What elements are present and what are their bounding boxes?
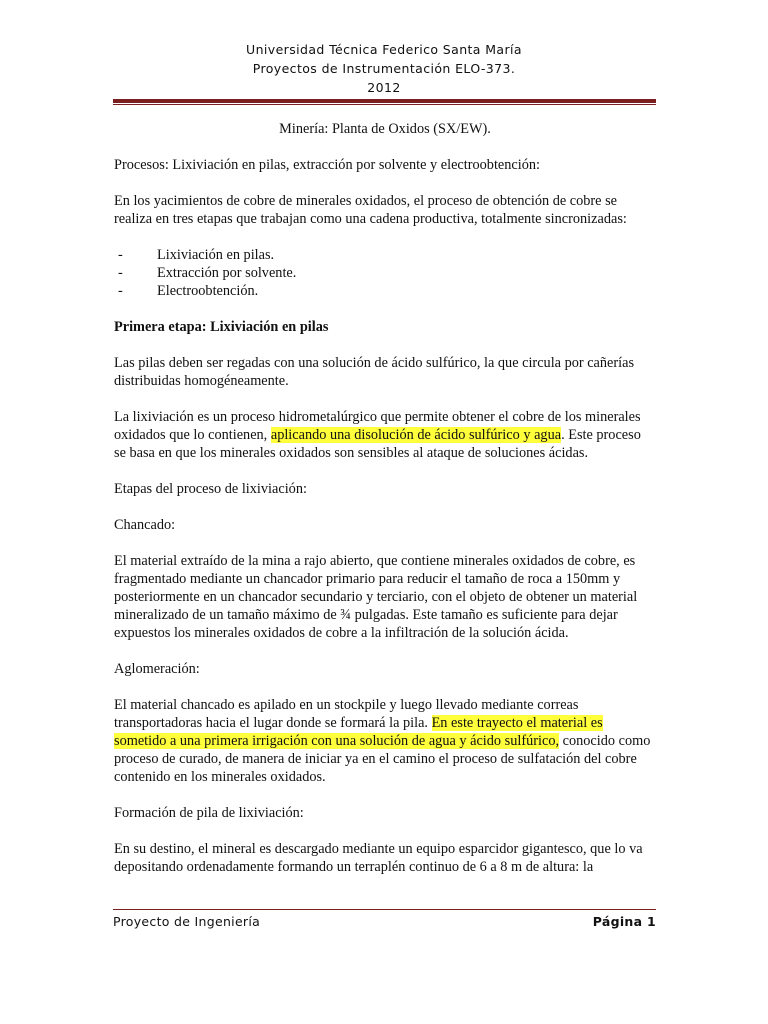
highlighted-text: En este trayecto el material es sometido a una primera irrigación con una solución de agua y ácido sulfúrico, xyxy=(114,715,603,749)
header-divider-thin xyxy=(113,104,656,105)
header-course: Proyectos de Instrumentación ELO-373. xyxy=(252,61,516,76)
paragraph-formacion: En su destino, el mineral es descargado mediante un equipo esparcidor gigantesco, que lo va depositando ordenadamente formando un terraplén continuo de 6 a 8 m de altura: la xyxy=(114,841,643,875)
paragraph-procesos: Procesos: Lixiviación en pilas, extracción por solvente y electroobtención: xyxy=(114,157,540,173)
subheading-chancado: Chancado: xyxy=(114,517,176,533)
paragraph-chancado: El material extraído de la mina a rajo abierto, que contiene minerales oxidados de cobre, es fragmentado mediante un chancador primario para reducir el tamaño de roca a 150mm y posteriormente en un chancador secundario y terciario, con el objeto de obtener un material mineralizado de un tamaño máximo de ¾ pulgadas. Este tamaño es suficiente para dejar expuestos los minerales oxidados de cobre a la infiltración de la solución ácida. xyxy=(114,553,638,641)
document-body xyxy=(114,120,656,894)
subheading-formacion: Formación de pila de lixiviación: xyxy=(114,805,304,821)
header-year: 2012 xyxy=(367,80,401,95)
footer-project-label: Proyecto de Ingeniería xyxy=(113,914,261,929)
section-heading: Primera etapa: Lixiviación en pilas xyxy=(114,319,329,335)
paragraph-aglomeracion xyxy=(114,696,656,786)
paragraph-intro: En los yacimientos de cobre de minerales oxidados, el proceso de obtención de cobre se realiza en tres etapas que trabajan como una cadena productiva, totalmente sincronizadas: xyxy=(114,193,627,227)
text-span: El material chancado es apilado en un stockpile y luego llevado mediante correas transportadoras hacia el lugar donde se formará la pila. xyxy=(114,697,579,731)
header-university: Universidad Técnica Federico Santa María xyxy=(246,42,522,57)
paragraph-lixiviacion xyxy=(114,408,656,462)
stages-list xyxy=(114,246,656,300)
subheading-aglomeracion: Aglomeración: xyxy=(114,661,200,677)
text-span: La lixiviación es un proceso hidrometalúrgico que permite obtener el cobre de los minerales oxidados que lo contienen, xyxy=(114,409,641,443)
list-item: - Extracción por solvente. xyxy=(114,264,656,282)
list-item: - Lixiviación en pilas. xyxy=(114,246,656,264)
paragraph-pilas: Las pilas deben ser regadas con una solución de ácido sulfúrico, la que circula por cañerías distribuidas homogéneamente. xyxy=(114,355,635,389)
text-span: . Este proceso se basa en que los minerales oxidados son sensibles al ataque de soluciones ácidas. xyxy=(114,427,641,461)
page-footer xyxy=(113,914,656,929)
paragraph-etapas: Etapas del proceso de lixiviación: xyxy=(114,481,307,497)
page-header xyxy=(0,40,768,97)
list-item: - Electroobtención. xyxy=(114,282,656,300)
document-title: Minería: Planta de Oxidos (SX/EW). xyxy=(279,121,491,137)
text-span: conocido como proceso de curado, de manera de iniciar ya en el camino el proceso de sulfatación del cobre contenido en los minerales oxidados. xyxy=(114,733,651,785)
highlighted-text: aplicando una disolución de ácido sulfúrico y agua xyxy=(270,427,562,443)
page-number: Página 1 xyxy=(592,914,656,929)
footer-divider xyxy=(113,909,656,910)
header-divider-thick xyxy=(113,99,656,103)
